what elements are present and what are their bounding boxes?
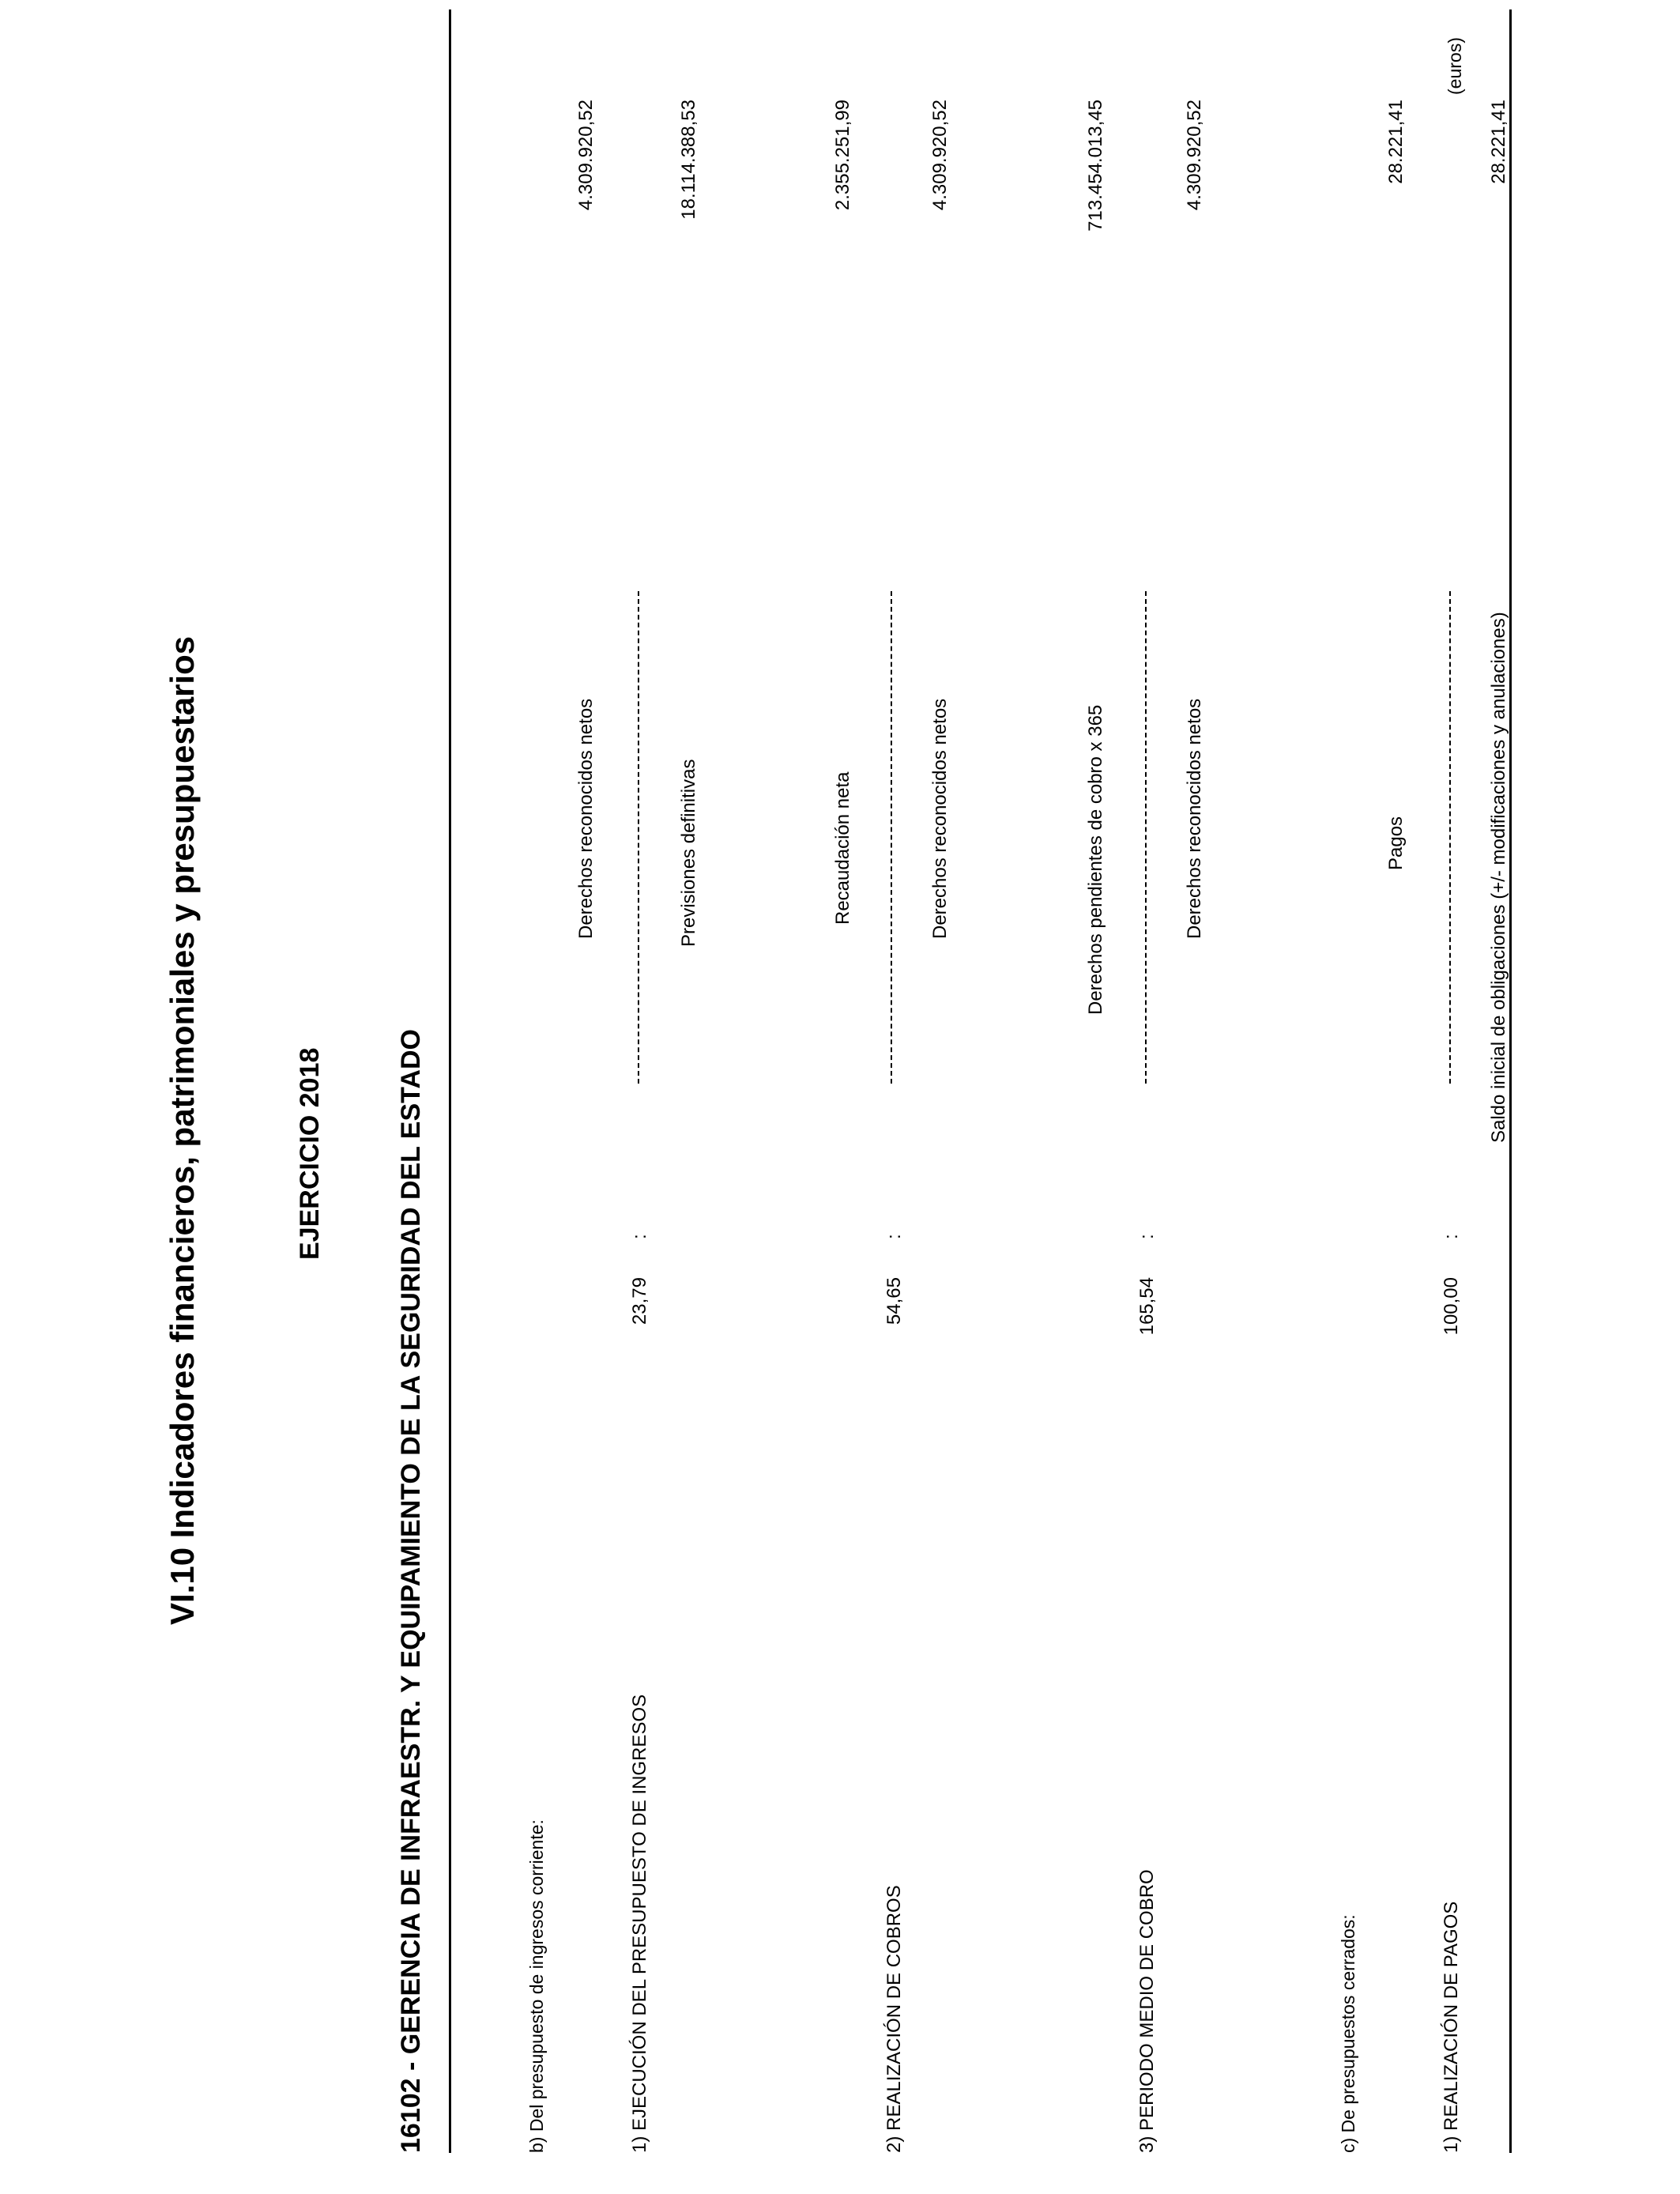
fraction-line: [638, 591, 639, 1084]
numerator-label: Pagos: [1385, 816, 1407, 870]
denominator-label: Derechos reconocidos netos: [929, 698, 951, 939]
indicator-separator: :: [1441, 1234, 1462, 1239]
entity-title: 16102 - GERENCIA DE INFRAESTR. Y EQUIPAMIENTO DE LA SEGURIDAD DEL ESTADO: [396, 1029, 426, 2153]
section-c-heading: c) De presupuestos cerrados:: [1338, 1914, 1358, 2153]
indicator-value: 23,79: [629, 1277, 650, 1325]
exercise-heading: EJERCICIO 2018: [295, 1047, 325, 1260]
denominator-label: Previsiones definitivas: [678, 759, 699, 947]
indicator-label: 2) REALIZACIÓN DE COBROS: [883, 1885, 905, 2153]
fraction-line: [1449, 591, 1451, 1084]
header-rule-top: [449, 9, 451, 2153]
denominator-value: 4.309.920,52: [929, 100, 951, 211]
indicator-label: 1) REALIZACIÓN DE PAGOS: [1441, 1901, 1462, 2153]
fraction-line: [891, 591, 892, 1084]
numerator-value: 713.454.013,45: [1085, 100, 1106, 232]
denominator-label: Saldo inicial de obligaciones (+/- modificaciones y anulaciones): [1488, 612, 1509, 1143]
header-rule-bottom: [1509, 9, 1512, 2153]
unit-label: (euros): [1445, 37, 1465, 95]
indicator-value: 165,54: [1136, 1277, 1158, 1336]
numerator-value: 2.355.251,99: [832, 100, 853, 211]
denominator-value: 28.221,41: [1488, 100, 1509, 184]
indicator-value: 100,00: [1441, 1277, 1462, 1336]
indicator-label: 3) PERIODO MEDIO DE COBRO: [1136, 1869, 1158, 2153]
indicator-separator: :: [883, 1234, 905, 1239]
numerator-label: Recaudación neta: [832, 771, 853, 925]
denominator-value: 4.309.920,52: [1184, 100, 1205, 211]
numerator-value: 28.221,41: [1385, 100, 1407, 184]
fraction-line: [1145, 591, 1147, 1084]
indicator-label: 1) EJECUCIÓN DEL PRESUPUESTO DE INGRESOS: [629, 1694, 650, 2153]
section-b-heading: b) Del presupuesto de ingresos corriente:: [526, 1819, 547, 2153]
denominator-label: Derechos reconocidos netos: [1184, 698, 1205, 939]
denominator-value: 18.114.388,53: [678, 100, 699, 220]
indicator-value: 54,65: [883, 1277, 905, 1325]
page-title: VI.10 Indicadores financieros, patrimoniales y presupuestarios: [164, 635, 201, 1625]
indicator-separator: :: [1136, 1234, 1158, 1239]
numerator-label: Derechos reconocidos netos: [575, 698, 597, 939]
indicator-separator: :: [629, 1234, 650, 1239]
numerator-label: Derechos pendientes de cobro x 365: [1085, 704, 1106, 1015]
numerator-value: 4.309.920,52: [575, 100, 597, 211]
